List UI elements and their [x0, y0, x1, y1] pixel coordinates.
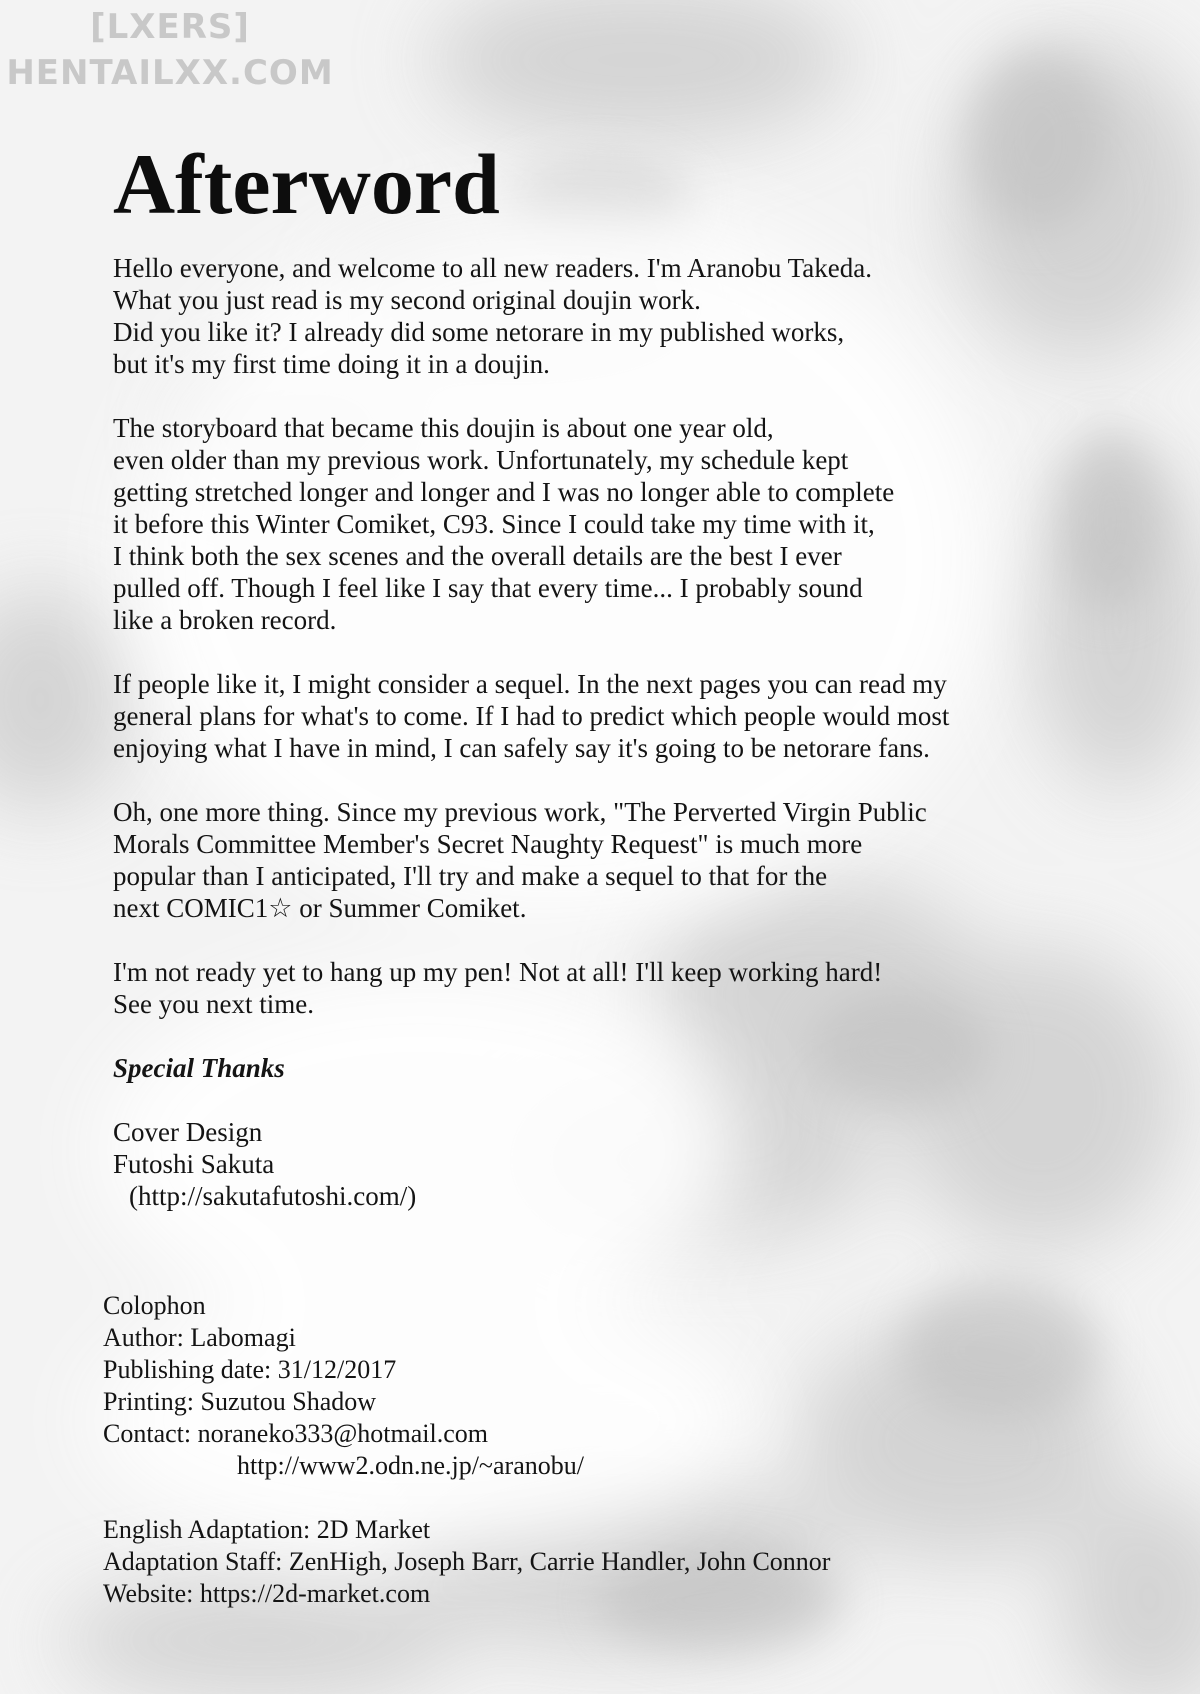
paragraph-line: general plans for what's to come. If I had to predict which people would most — [113, 701, 950, 731]
special-thanks — [113, 1116, 1133, 1212]
paragraph-line: If people like it, I might consider a sequel. In the next pages you can read my — [113, 669, 947, 699]
paragraph-line: Oh, one more thing. Since my previous work, "The Perverted Virgin Public — [113, 797, 927, 827]
paragraph-4 — [113, 796, 1133, 924]
paragraph-3 — [113, 668, 1133, 764]
thanks-url-link[interactable]: (http://sakutafutoshi.com/) — [129, 1181, 417, 1211]
colophon-author: Author: Labomagi — [103, 1323, 296, 1352]
colophon-adaptation-staff: Adaptation Staff: ZenHigh, Joseph Barr, Carrie Handler, John Connor — [103, 1547, 831, 1576]
paragraph-line: I think both the sex scenes and the overall details are the best I ever — [113, 541, 842, 571]
paragraph-line: next COMIC1☆ or Summer Comiket. — [113, 893, 527, 923]
paragraph-line: it before this Winter Comiket, C93. Since I could take my time with it, — [113, 509, 875, 539]
paragraph-line: What you just read is my second original doujin work. — [113, 285, 701, 315]
special-thanks-heading: Special Thanks — [113, 1053, 285, 1083]
paragraph-5 — [113, 956, 1133, 1020]
colophon-contact-url-link[interactable]: http://www2.odn.ne.jp/~aranobu/ — [237, 1451, 584, 1480]
colophon-website-link[interactable]: Website: https://2d-market.com — [103, 1579, 431, 1608]
watermark — [0, 4, 340, 96]
paragraph-line: The storyboard that became this doujin is about one year old, — [113, 413, 774, 443]
paragraph-line: but it's my first time doing it in a doujin. — [113, 349, 550, 379]
paragraph-line: getting stretched longer and longer and I was no longer able to complete — [113, 477, 895, 507]
colophon-english-adaptation: English Adaptation: 2D Market — [103, 1515, 431, 1544]
thanks-role: Cover Design — [113, 1117, 263, 1147]
paragraph-line: Did you like it? I already did some netorare in my published works, — [113, 317, 845, 347]
paragraph-line: enjoying what I have in mind, I can safely say it's going to be netorare fans. — [113, 733, 930, 763]
afterword-content — [113, 136, 1133, 1244]
paragraph-1 — [113, 252, 1133, 380]
paragraph-line: Hello everyone, and welcome to all new readers. I'm Aranobu Takeda. — [113, 253, 872, 283]
paragraph-2 — [113, 412, 1133, 636]
paragraph-line: popular than I anticipated, I'll try and make a sequel to that for the — [113, 861, 828, 891]
watermark-line-2: HENTAILXX.COM — [6, 53, 334, 93]
page-title: Afterword — [113, 136, 500, 232]
colophon — [103, 1290, 1103, 1610]
spacer — [103, 1482, 1103, 1514]
colophon-heading: Colophon — [103, 1291, 206, 1320]
paragraph-line: I'm not ready yet to hang up my pen! Not at all! I'll keep working hard! — [113, 957, 883, 987]
colophon-printing: Printing: Suzutou Shadow — [103, 1387, 377, 1416]
paragraph-line: Morals Committee Member's Secret Naughty Request" is much more — [113, 829, 863, 859]
colophon-contact: Contact: noraneko333@hotmail.com — [103, 1419, 488, 1448]
watermark-line-1: [LXERS] — [90, 7, 250, 47]
thanks-name: Futoshi Sakuta — [113, 1149, 275, 1179]
colophon-publishing-date: Publishing date: 31/12/2017 — [103, 1355, 397, 1384]
paragraph-line: pulled off. Though I feel like I say that every time... I probably sound — [113, 573, 863, 603]
paragraph-line: See you next time. — [113, 989, 314, 1019]
paragraph-line: even older than my previous work. Unfortunately, my schedule kept — [113, 445, 849, 475]
paragraph-line: like a broken record. — [113, 605, 337, 635]
